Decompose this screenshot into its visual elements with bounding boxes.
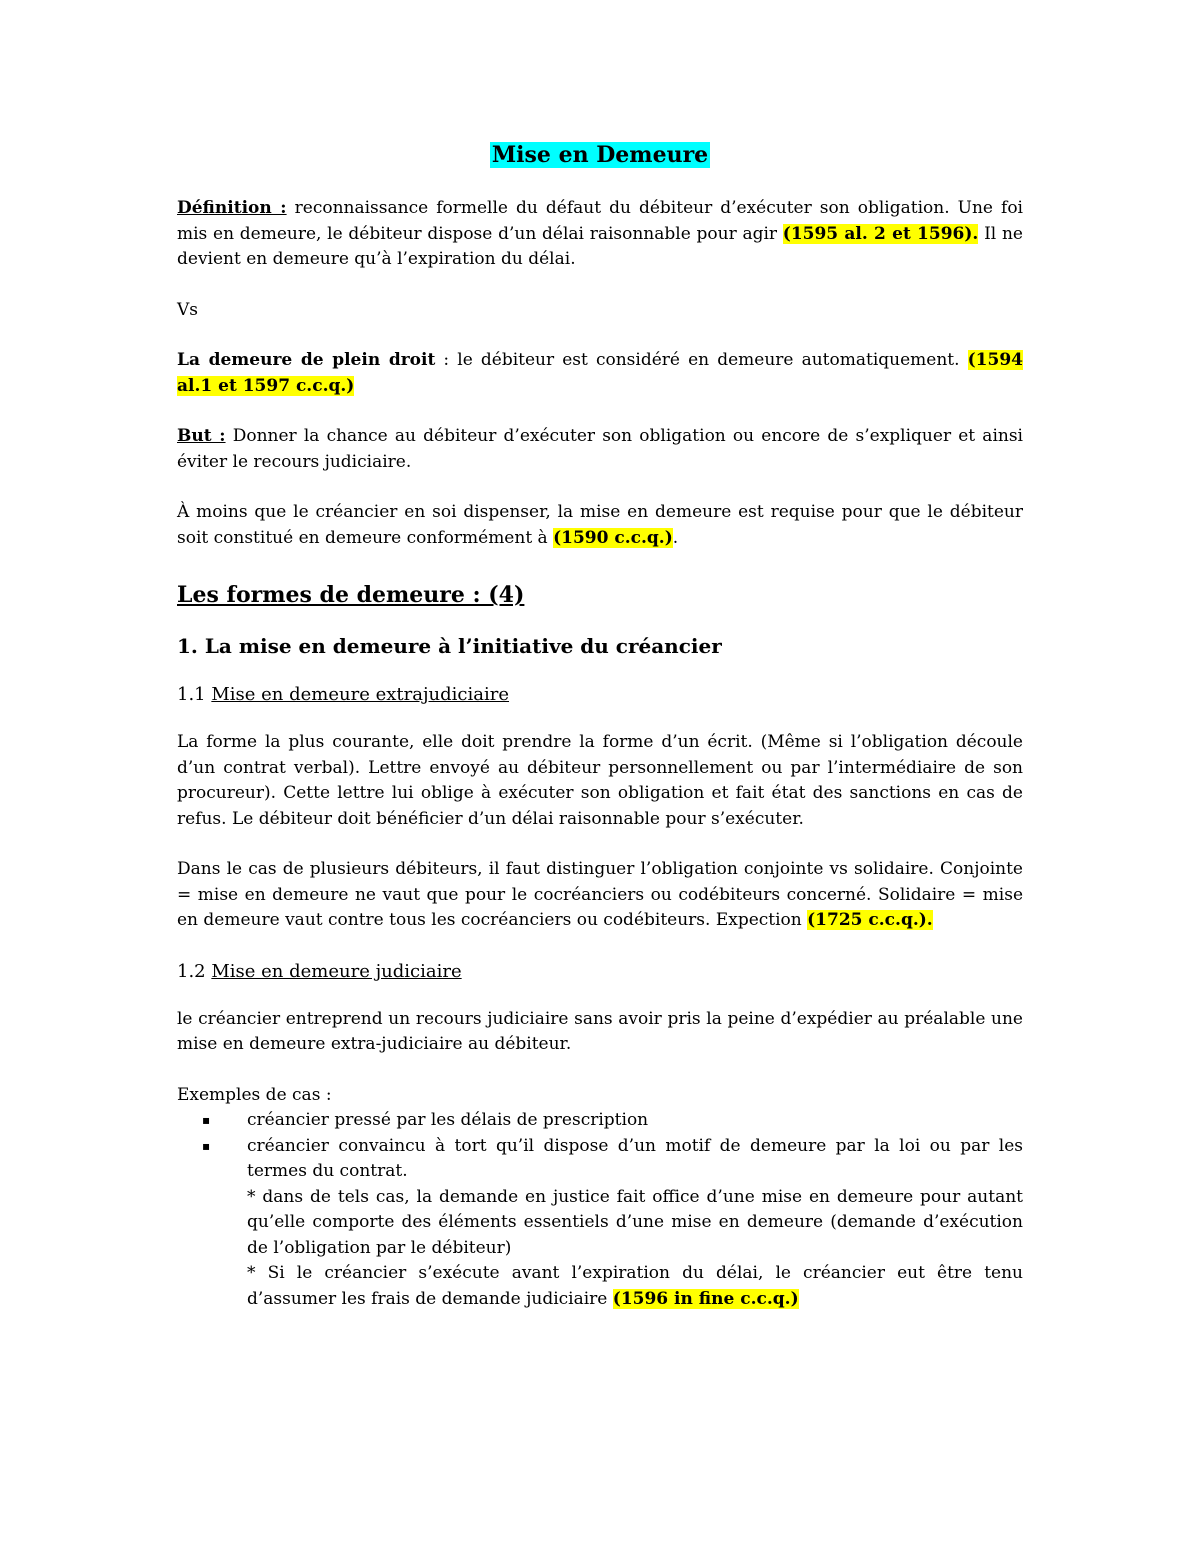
note-1: * dans de tels cas, la demande en justice fait office d’une mise en demeure pour autant qu’elle comporte des éléments essentiels d’une mise en demeure (demande d’exécution de l’obligation par le débiteur) [247, 1186, 1023, 1258]
moins-end: . [672, 527, 679, 548]
list-item [202, 1108, 1023, 1134]
extrajudiciaire-ref: (1725 c.c.q.). [807, 910, 933, 930]
extrajudiciaire-paragraph-2 [177, 857, 1023, 934]
definition-ref: (1595 al. 2 et 1596). [782, 223, 979, 244]
definition-label: Définition : [177, 198, 287, 218]
section-1-1-heading [177, 682, 1023, 708]
section-1-2-title: Mise en demeure judiciaire [211, 960, 462, 982]
list-item-text: créancier convaincu à tort qu’il dispose d’un motif de demeure par la loi ou par les termes du contrat. [247, 1135, 1023, 1181]
extrajudiciaire-paragraph-1: La forme la plus courante, elle doit prendre la forme d’un écrit. (Même si l’obligation découle d’un contrat verbal). Lettre envoyé au débiteur personnellement ou par l’intermédiaire de son procureur). Cette lettre lui oblige à exécuter son obligation et fait état des sanctions en cas de refus. Le débiteur doit bénéficier d’un délai raisonnable pour s’exécuter. [177, 732, 1023, 829]
but-text: Donner la chance au débiteur d’exécuter son obligation ou encore de s’expliquer et ainsi éviter le recours judiciaire. [177, 426, 1023, 472]
plein-droit-text: : le débiteur est considéré en demeure automatiquement. [435, 350, 968, 370]
moins-paragraph [177, 500, 1023, 551]
definition-text: reconnaissance formelle du défaut du débiteur d’exécuter son obligation. Une foi mis en demeure, le débiteur dispose d’un délai raisonnable pour agir [177, 198, 1023, 244]
note-2-text: * Si le créancier s’exécute avant l’expiration du délai, le créancier eut être tenu d’assumer les frais de demande judiciaire [247, 1263, 1023, 1309]
moins-text: À moins que le créancier en soi dispenser, la mise en demeure est requise pour que le débiteur soit constitué en demeure conformément à [177, 502, 1023, 548]
plein-droit-paragraph [177, 348, 1023, 399]
definition-text-2: Il ne devient en demeure qu’à l’expiration du délai. [177, 223, 1023, 269]
bullet-icon: ▪ [202, 1138, 211, 1153]
extrajudiciaire-text-2: Dans le cas de plusieurs débiteurs, il faut distinguer l’obligation conjointe vs solidaire. Conjointe = mise en demeure ne vaut que pour le cocréanciers ou codébiteurs concerné. Solidaire = mise en demeure vaut contre tous les cocréanciers ou codébiteurs. Expection [177, 859, 1023, 930]
section-1-2-heading [177, 959, 1023, 985]
page-title [177, 138, 1023, 172]
document-body [177, 138, 1023, 1312]
but-paragraph [177, 424, 1023, 475]
vs-text: Vs [177, 299, 199, 320]
definition-paragraph [177, 196, 1023, 273]
plein-droit-label: La demeure de plein droit [177, 350, 436, 370]
list-item-text: créancier pressé par les délais de prescription [247, 1110, 649, 1130]
moins-ref: (1590 c.c.q.) [553, 527, 673, 548]
section-1-1-number: 1.1 [177, 684, 212, 705]
examples-label: Exemples de cas : [177, 1084, 332, 1105]
but-label: But : [177, 426, 226, 446]
note-2 [177, 1261, 1023, 1312]
plein-droit-ref: (1594 al.1 et 1597 c.c.q.) [177, 350, 1023, 396]
section-1-heading: 1. La mise en demeure à l’initiative du créancier [177, 634, 722, 658]
list-item [202, 1134, 1023, 1185]
section-1-1-title: Mise en demeure extrajudiciaire [211, 684, 510, 705]
formes-heading: Les formes de demeure : (4) [177, 582, 525, 608]
judiciaire-paragraph: le créancier entreprend un recours judiciaire sans avoir pris la peine d’expédier au préalable une mise en demeure extra-judiciaire au débiteur. [177, 1008, 1023, 1054]
note-2-ref: (1596 in fine c.c.q.) [612, 1288, 799, 1309]
page-title-text: Mise en Demeure [491, 142, 709, 168]
examples-list [177, 1108, 1023, 1185]
section-1-2-number: 1.2 [177, 960, 212, 982]
bullet-icon: ▪ [202, 1113, 211, 1127]
